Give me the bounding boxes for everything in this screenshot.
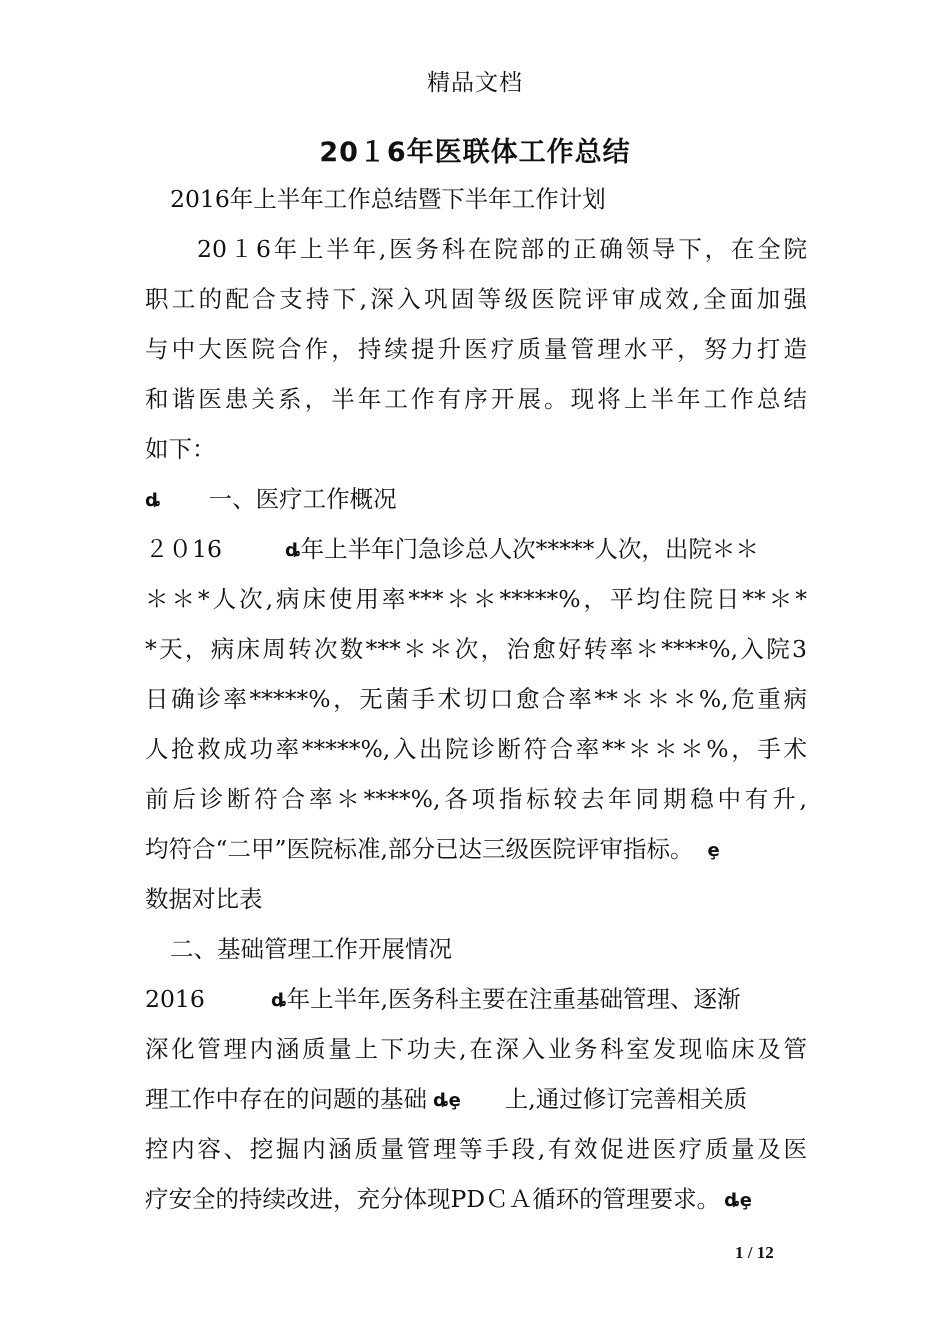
section-1-line: 人抢救成功率*****%,入出院诊断符合率**＊＊＊%，手术 <box>145 735 807 763</box>
section-1-line: 日确诊率*****%，无菌手术切口愈合率**＊＊＊%,危重病 <box>145 685 807 713</box>
section-1-text: 均符合“二甲”医院标准,部分已达三级医院评审指标。 <box>145 835 694 863</box>
section-2-line <box>145 984 807 1016</box>
paragraph-mark-icon: ȡ <box>285 540 301 561</box>
section-1-line: ＊＊*人次,病床使用率***＊＊*****%，平均住院日**＊* <box>145 585 807 613</box>
section-1-line <box>145 534 807 566</box>
section-1-year: ２０16 <box>145 535 222 563</box>
paragraph-mark-icon: ȩ <box>707 840 720 861</box>
paragraph-mark-icon: ȡȩ <box>724 1190 752 1211</box>
page-header: 精品文档 <box>427 70 523 96</box>
intro-line: 职工的配合支持下,深入巩固等级医院评审成效,全面加强 <box>145 285 807 313</box>
section-2-heading: 二、基础管理工作开展情况 <box>170 935 452 963</box>
section-1-line <box>145 834 807 866</box>
intro-line: 如下： <box>145 435 216 463</box>
paragraph-mark-icon: ȡȩ <box>433 1090 461 1111</box>
section-2-text: 疗安全的持续改进，充分体现PDＣＡ循环的管理要求。 <box>145 1185 721 1213</box>
section-1-heading: 一、医疗工作概况 <box>208 485 397 513</box>
section-1-line: *天，病床周转次数***＊＊次，治愈好转率＊****%,入院3 <box>145 635 807 663</box>
data-table-label: 数据对比表 <box>145 885 263 913</box>
section-1-text: 年上半年门急诊总人次*****人次，出院＊＊ <box>300 535 759 563</box>
section-2-line: 深化管理内涵质量上下功夫,在深入业务科室发现临床及管 <box>145 1035 807 1063</box>
intro-line: 与中大医院合作，持续提升医疗质量管理水平，努力打造 <box>145 335 807 363</box>
section-2-line <box>145 1184 807 1216</box>
section-1-line: 前后诊断符合率＊****%,各项指标较去年同期稳中有升, <box>145 785 807 813</box>
section-2-line: 控内容、挖掘内涵质量管理等手段,有效促进医疗质量及医 <box>145 1135 807 1163</box>
paragraph-mark-icon: ȡ <box>271 990 287 1011</box>
section-2-line <box>145 1084 807 1116</box>
section-2-text: 理工作中存在的问题的基础 <box>145 1085 427 1113</box>
document-title: 20１6年医联体工作总结 <box>319 137 631 168</box>
section-1-heading-line <box>145 484 807 516</box>
page-number: 1 / 12 <box>735 1243 774 1262</box>
subtitle: 2016年上半年工作总结暨下半年工作计划 <box>170 185 606 213</box>
section-2-year: 2016 <box>145 985 205 1013</box>
intro-line: 和谐医患关系，半年工作有序开展。现将上半年工作总结 <box>145 385 807 413</box>
intro-line: 20１6年上半年,医务科在院部的正确领导下，在全院 <box>197 235 807 263</box>
section-2-text: 上,通过修订完善相关质 <box>504 1085 748 1113</box>
section-2-text: 年上半年,医务科主要在注重基础管理、逐渐 <box>286 985 741 1013</box>
paragraph-mark-icon: ȡ <box>145 490 161 511</box>
